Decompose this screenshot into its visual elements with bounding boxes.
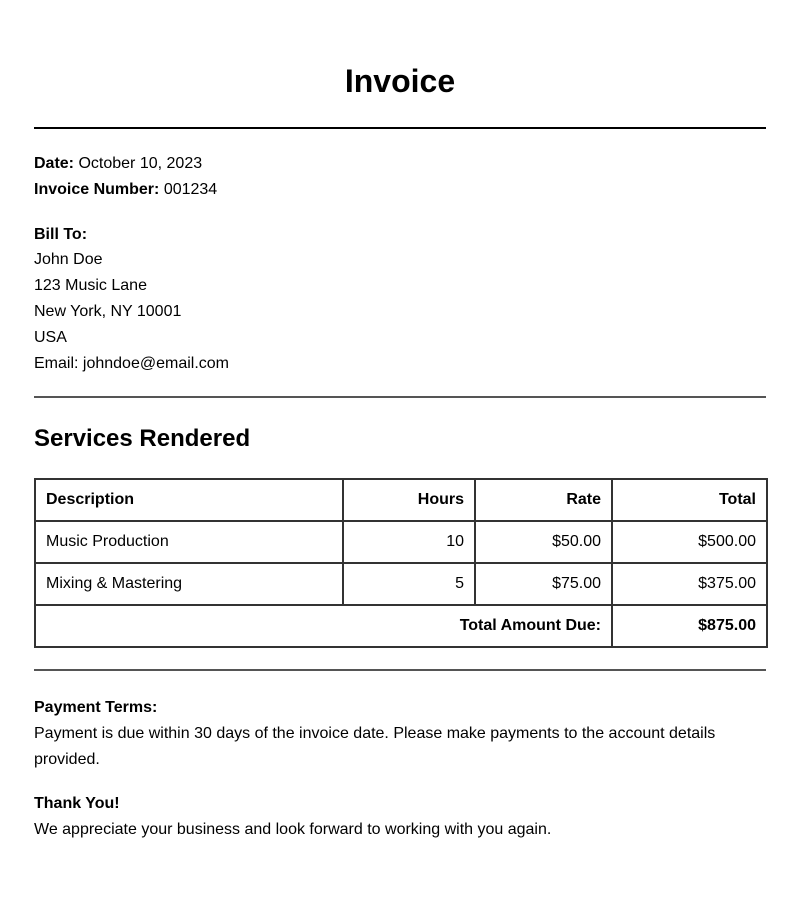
bill-to-street: 123 Music Lane	[34, 277, 147, 295]
table-divider	[34, 669, 766, 671]
payment-terms-block	[34, 695, 766, 772]
total-row	[35, 605, 767, 647]
bill-to-city: New York, NY 10001	[34, 302, 182, 320]
invoice-meta	[34, 151, 766, 203]
row-description: Mixing & Mastering	[35, 563, 343, 605]
bill-to-email: Email: johndoe@email.com	[34, 354, 229, 372]
payment-terms-label: Payment Terms:	[34, 699, 158, 717]
bill-to-name: John Doe	[34, 251, 103, 269]
invoice-number-label: Invoice Number:	[34, 180, 160, 198]
row-description: Music Production	[35, 521, 343, 563]
row-hours: 5	[343, 563, 475, 605]
column-header-total: Total	[612, 479, 767, 521]
row-hours: 10	[343, 521, 475, 563]
column-header-description: Description	[35, 479, 343, 521]
date-line	[34, 151, 766, 177]
column-header-hours: Hours	[343, 479, 475, 521]
invoice-number-value: 001234	[163, 180, 218, 198]
total-value: $875.00	[612, 605, 767, 647]
row-total: $375.00	[612, 563, 767, 605]
row-rate: $50.00	[475, 521, 612, 563]
bill-to-country: USA	[34, 328, 67, 346]
bill-divider	[34, 396, 766, 398]
thank-you-text: We appreciate your business and look forward to working with you again.	[34, 820, 552, 838]
table-row	[35, 521, 767, 563]
bill-to-label: Bill To:	[34, 225, 88, 243]
payment-terms-text: Payment is due within 30 days of the invoice date. Please make payments to the account details provided.	[34, 725, 716, 768]
column-header-rate: Rate	[475, 479, 612, 521]
table-row	[35, 563, 767, 605]
row-rate: $75.00	[475, 563, 612, 605]
services-title: Services Rendered	[34, 425, 251, 453]
invoice-number-line	[34, 177, 766, 203]
bill-to-block	[34, 222, 766, 377]
title-divider	[34, 127, 766, 129]
row-total: $500.00	[612, 521, 767, 563]
thank-you-block	[34, 791, 766, 843]
date-label: Date:	[34, 155, 75, 172]
date-value: October 10, 2023	[78, 155, 203, 172]
table-header-row	[35, 479, 767, 521]
page-title: Invoice	[344, 63, 456, 99]
services-table	[34, 478, 768, 648]
thank-you-label: Thank You!	[34, 794, 120, 812]
total-label: Total Amount Due:	[35, 605, 612, 647]
